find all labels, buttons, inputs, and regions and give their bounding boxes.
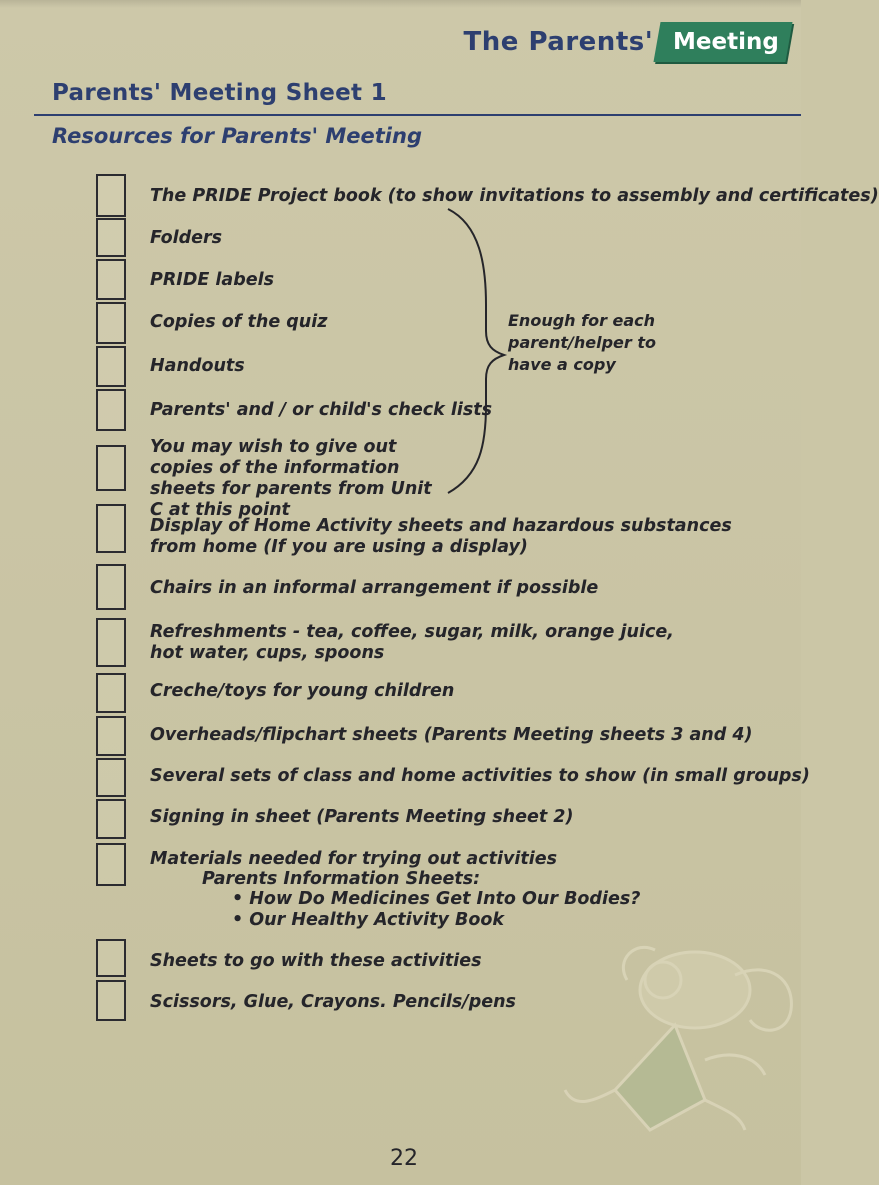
brace-note: Enough for each parent/helper to have a copy bbox=[508, 311, 657, 374]
item-pride-labels: PRIDE labels bbox=[150, 270, 275, 290]
materials-subheading: Parents Information Sheets: bbox=[202, 869, 481, 889]
checkbox-item-16[interactable] bbox=[96, 939, 126, 977]
checkbox-item-1[interactable] bbox=[96, 174, 126, 217]
checkbox-item-17[interactable] bbox=[96, 980, 126, 1021]
item-home-activity-display: Display of Home Activity sheets and hazardous substances from home (If you are using a display) bbox=[150, 516, 732, 557]
item-quiz-copies: Copies of the quiz bbox=[150, 312, 328, 332]
checkbox-item-6[interactable] bbox=[96, 389, 126, 431]
item-class-home-activities: Several sets of class and home activities to show (in small groups) bbox=[150, 766, 810, 786]
checkbox-item-10[interactable] bbox=[96, 618, 126, 667]
checkbox-item-7[interactable] bbox=[96, 445, 126, 491]
item-materials: Materials needed for trying out activities bbox=[150, 849, 557, 869]
materials-bullet-medicines: • How Do Medicines Get Into Our Bodies? bbox=[232, 889, 641, 909]
checkbox-item-8[interactable] bbox=[96, 504, 126, 553]
item-scissors-glue: Scissors, Glue, Crayons. Pencils/pens bbox=[150, 992, 516, 1012]
item-pride-book: The PRIDE Project book (to show invitations to assembly and certificates) bbox=[150, 186, 879, 206]
checkbox-item-14[interactable] bbox=[96, 799, 126, 839]
checkbox-item-5[interactable] bbox=[96, 346, 126, 387]
logo-meeting-text: Meeting bbox=[673, 29, 779, 55]
item-refreshments: Refreshments - tea, coffee, sugar, milk, orange juice, hot water, cups, spoons bbox=[150, 622, 674, 663]
logo-parents-text: The Parents' bbox=[463, 27, 654, 57]
item-overheads: Overheads/flipchart sheets (Parents Meeting sheets 3 and 4) bbox=[150, 725, 753, 745]
checkbox-item-11[interactable] bbox=[96, 673, 126, 713]
sheet-title: Parents' Meeting Sheet 1 bbox=[52, 80, 387, 106]
title-underline bbox=[34, 114, 801, 116]
header-logo bbox=[464, 22, 789, 62]
item-signing-sheet: Signing in sheet (Parents Meeting sheet 2) bbox=[150, 807, 574, 827]
checkbox-item-9[interactable] bbox=[96, 564, 126, 610]
item-check-lists: Parents' and / or child's check lists bbox=[150, 400, 493, 420]
checkbox-item-15[interactable] bbox=[96, 843, 126, 886]
materials-bullet-healthy-activity: • Our Healthy Activity Book bbox=[232, 910, 505, 930]
page-number: 22 bbox=[390, 1146, 418, 1171]
checkbox-item-2[interactable] bbox=[96, 218, 126, 257]
checkbox-item-4[interactable] bbox=[96, 302, 126, 344]
item-creche: Creche/toys for young children bbox=[150, 681, 455, 701]
logo-meeting-badge bbox=[657, 22, 789, 62]
mascot-illustration bbox=[555, 940, 801, 1150]
grouping-brace bbox=[440, 205, 510, 495]
item-handouts: Handouts bbox=[150, 356, 245, 376]
section-title: Resources for Parents' Meeting bbox=[52, 124, 422, 148]
item-activity-sheets: Sheets to go with these activities bbox=[150, 951, 482, 971]
item-folders: Folders bbox=[150, 228, 223, 248]
item-information-sheets: You may wish to give out copies of the information sheets for parents from Unit C at this point bbox=[150, 437, 432, 520]
checkbox-item-12[interactable] bbox=[96, 716, 126, 756]
item-chairs: Chairs in an informal arrangement if possible bbox=[150, 578, 599, 598]
checkbox-item-13[interactable] bbox=[96, 758, 126, 797]
checkbox-item-3[interactable] bbox=[96, 259, 126, 300]
scan-edge-shadow bbox=[0, 0, 801, 8]
